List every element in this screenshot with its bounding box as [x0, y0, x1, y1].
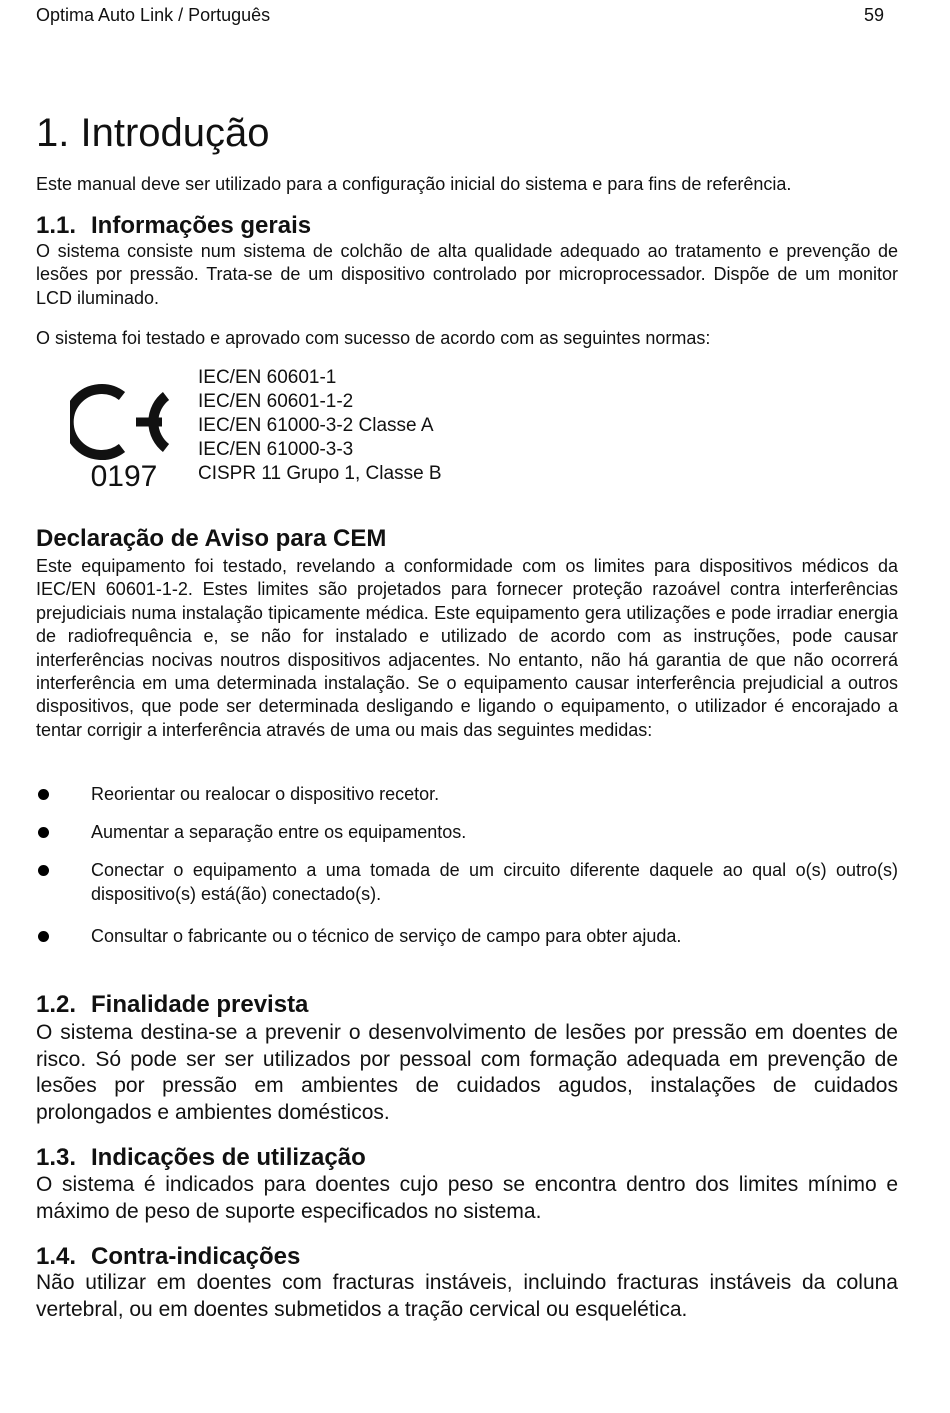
section-number: 1.4. — [36, 1243, 77, 1270]
section-number: 1.1. — [36, 212, 77, 239]
emc-paragraph: Este equipamento foi testado, revelando a conformidade com os limites para dispositivos médicos da IEC/EN 60601-1-2. Estes limites são projetados para fornecer proteção razoável contra interferências prejudiciais numa instalação tipicamente médica. Este equipamento gera utilizações e pode irradiar energia de radiofrequência e, se não for instalado e utilizado de acordo com as instruções, pode causar interferências nocivas noutros dispositivos adjacentes. No entanto, não há garantia de que não ocorrerá interferência em uma determinada instalação. Se o equipamento causar interferência prejudicial a outros dispositivos, que pode ser determinada desligando e ligando o equipamento, o utilizador é encorajado a tentar corrigir a interferência através de uma ou mais das seguintes medidas: — [36, 556, 898, 740]
list-item — [36, 924, 898, 948]
section-heading-indications — [36, 1144, 366, 1172]
running-header-title: Optima Auto Link / Português — [36, 5, 271, 25]
standard-item: IEC/EN 60601-1 — [198, 367, 337, 388]
section-number: 1.2. — [36, 991, 77, 1018]
chapter-intro: Este manual deve ser utilizado para a configuração inicial do sistema e para fins de referência. — [36, 174, 792, 194]
standards-intro: O sistema foi testado e aprovado com sucesso de acordo com as seguintes normas: — [36, 328, 711, 348]
bullet-icon — [38, 865, 49, 876]
section-number: 1.3. — [36, 1144, 77, 1171]
section-heading-contraindications — [36, 1243, 300, 1271]
measure-text: Aumentar a separação entre os equipamentos. — [91, 822, 467, 842]
standard-item: CISPR 11 Grupo 1, Classe B — [198, 463, 442, 484]
bullet-icon — [38, 931, 49, 942]
chapter-title: 1. Introdução — [36, 111, 270, 155]
ce-mark-icon — [70, 378, 178, 490]
ce-notified-body-number: 0197 — [90, 460, 158, 490]
intended-use-paragraph: O sistema destina-se a prevenir o desenvolvimento de lesões por pressão em doentes de risco. Só pode ser ser utilizados por pessoal com formação adequada em prevenção de lesões por pressão em ambientes de cuidados agudos, instalações de cuidados prolongados e ambientes domésticos. — [36, 1021, 898, 1124]
section-title: Finalidade prevista — [91, 991, 309, 1018]
standard-item: IEC/EN 60601-1-2 — [198, 391, 354, 412]
section-title: Informações gerais — [91, 212, 312, 239]
standards-list — [198, 366, 442, 486]
standard-item: IEC/EN 61000-3-3 — [198, 439, 354, 460]
emc-measures-list — [36, 782, 898, 948]
contraindications-paragraph: Não utilizar em doentes com fracturas instáveis, incluindo fracturas instáveis da coluna vertebral, ou em doentes submetidos a tração cervical ou esquelética. — [36, 1271, 898, 1321]
measure-text: Conectar o equipamento a uma tomada de um circuito diferente daquele ao qual o(s) outro(s) dispositivo(s) está(ão) conectado(s). — [91, 860, 898, 904]
section-title: Indicações de utilização — [91, 1144, 366, 1171]
list-item — [36, 858, 898, 906]
indications-paragraph: O sistema é indicados para doentes cujo peso se encontra dentro dos limites mínimo e máximo de peso de suporte especificados no sistema. — [36, 1173, 898, 1223]
bullet-icon — [38, 827, 49, 838]
emc-heading: Declaração de Aviso para CEM — [36, 525, 387, 552]
section-heading-intended-use — [36, 991, 308, 1019]
measure-text: Consultar o fabricante ou o técnico de serviço de campo para obter ajuda. — [91, 926, 682, 946]
page-number: 59 — [863, 5, 884, 25]
list-item — [36, 820, 898, 844]
list-item — [36, 782, 898, 806]
measure-text: Reorientar ou realocar o dispositivo recetor. — [91, 784, 440, 804]
standard-item: IEC/EN 61000-3-2 Classe A — [198, 415, 434, 436]
general-info-paragraph: O sistema consiste num sistema de colchão de alta qualidade adequado ao tratamento e prevenção de lesões por pressão. Trata-se de um dispositivo controlado por microprocessador. Dispõe de um monitor LCD iluminado. — [36, 241, 898, 308]
ce-mark-logo — [70, 378, 178, 490]
bullet-icon — [38, 789, 49, 800]
section-heading-general-info — [36, 212, 311, 240]
section-title: Contra-indicações — [91, 1243, 301, 1270]
